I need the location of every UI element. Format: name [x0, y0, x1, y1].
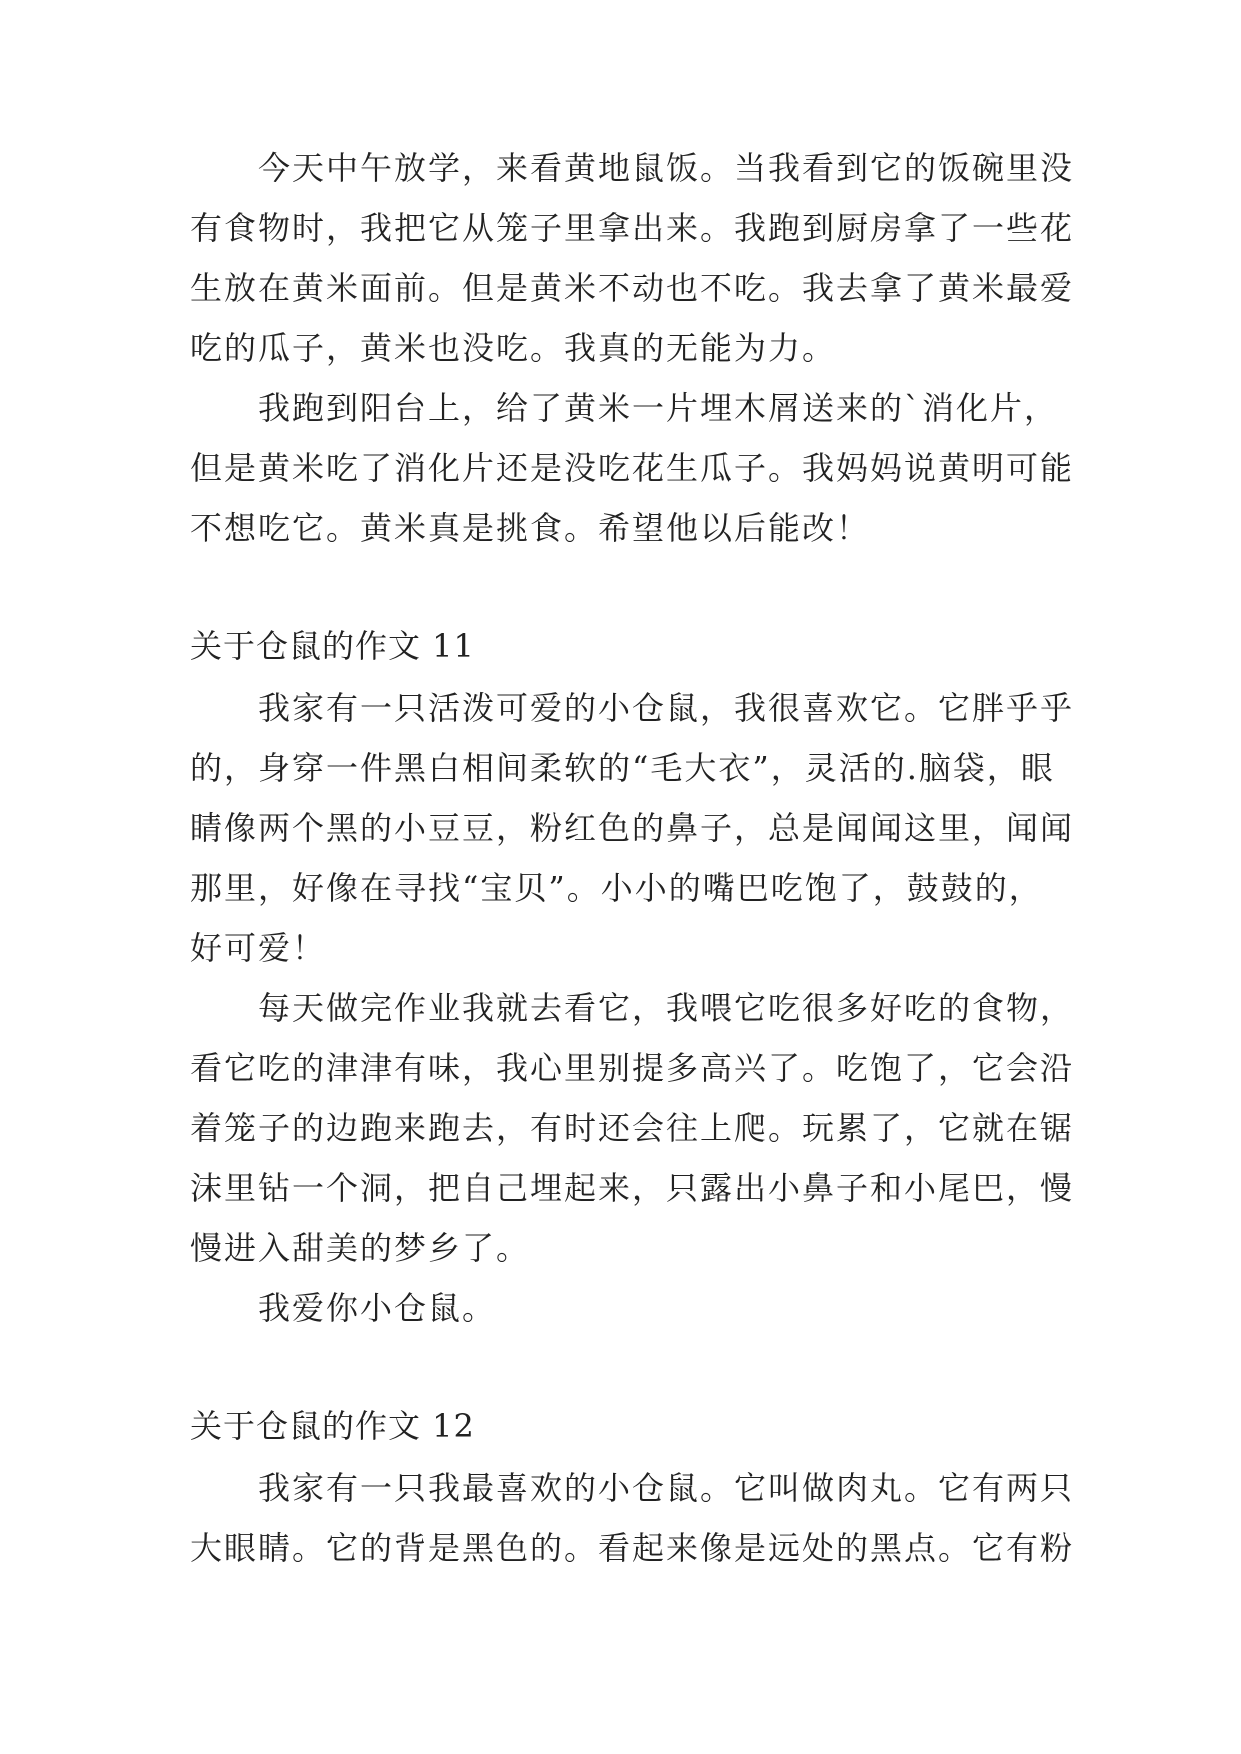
text-line: 生放在黄米面前。但是黄米不动也不吃。我去拿了黄米最爱 [190, 269, 1075, 307]
text-line: 睛像两个黑的小豆豆，粉红色的鼻子，总是闻闻这里，闻闻 [190, 809, 1075, 847]
text-line: 今天中午放学，来看黄地鼠饭。当我看到它的饭碗里没 [258, 149, 1075, 187]
text-line: 我爱你小仓鼠。 [258, 1289, 497, 1327]
section-heading: 关于仓鼠的作文 11 [190, 627, 475, 665]
text-line: 每天做完作业我就去看它，我喂它吃很多好吃的食物， [258, 989, 1075, 1027]
section-heading: 关于仓鼠的作文 12 [190, 1407, 475, 1445]
text-line: 大眼睛。它的背是黑色的。看起来像是远处的黑点。它有粉 [190, 1529, 1075, 1567]
text-line: 慢进入甜美的梦乡了。 [190, 1229, 531, 1267]
text-line: 但是黄米吃了消化片还是没吃花生瓜子。我妈妈说黄明可能 [190, 449, 1075, 487]
text-line: 有食物时，我把它从笼子里拿出来。我跑到厨房拿了一些花 [190, 209, 1075, 247]
text-line: 那里，好像在寻找“宝贝”。小小的嘴巴吃饱了，鼓鼓的， [190, 869, 1043, 907]
text-line: 我跑到阳台上，给了黄米一片埋木屑送来的`消化片， [258, 389, 1059, 427]
text-line: 我家有一只活泼可爱的小仓鼠，我很喜欢它。它胖乎乎 [258, 689, 1075, 727]
text-line: 吃的瓜子，黄米也没吃。我真的无能为力。 [190, 329, 837, 367]
text-line: 好可爱！ [190, 929, 327, 967]
text-line: 的，身穿一件黑白相间柔软的“毛大衣”，灵活的.脑袋，眼 [190, 749, 1055, 787]
text-line: 不想吃它。黄米真是挑食。希望他以后能改！ [190, 509, 871, 547]
text-line: 着笼子的边跑来跑去，有时还会往上爬。玩累了，它就在锯 [190, 1109, 1075, 1147]
text-line: 看它吃的津津有味，我心里别提多高兴了。吃饱了，它会沿 [190, 1049, 1075, 1087]
text-line: 我家有一只我最喜欢的小仓鼠。它叫做肉丸。它有两只 [258, 1469, 1075, 1507]
text-line: 沫里钻一个洞，把自己埋起来，只露出小鼻子和小尾巴，慢 [190, 1169, 1075, 1207]
